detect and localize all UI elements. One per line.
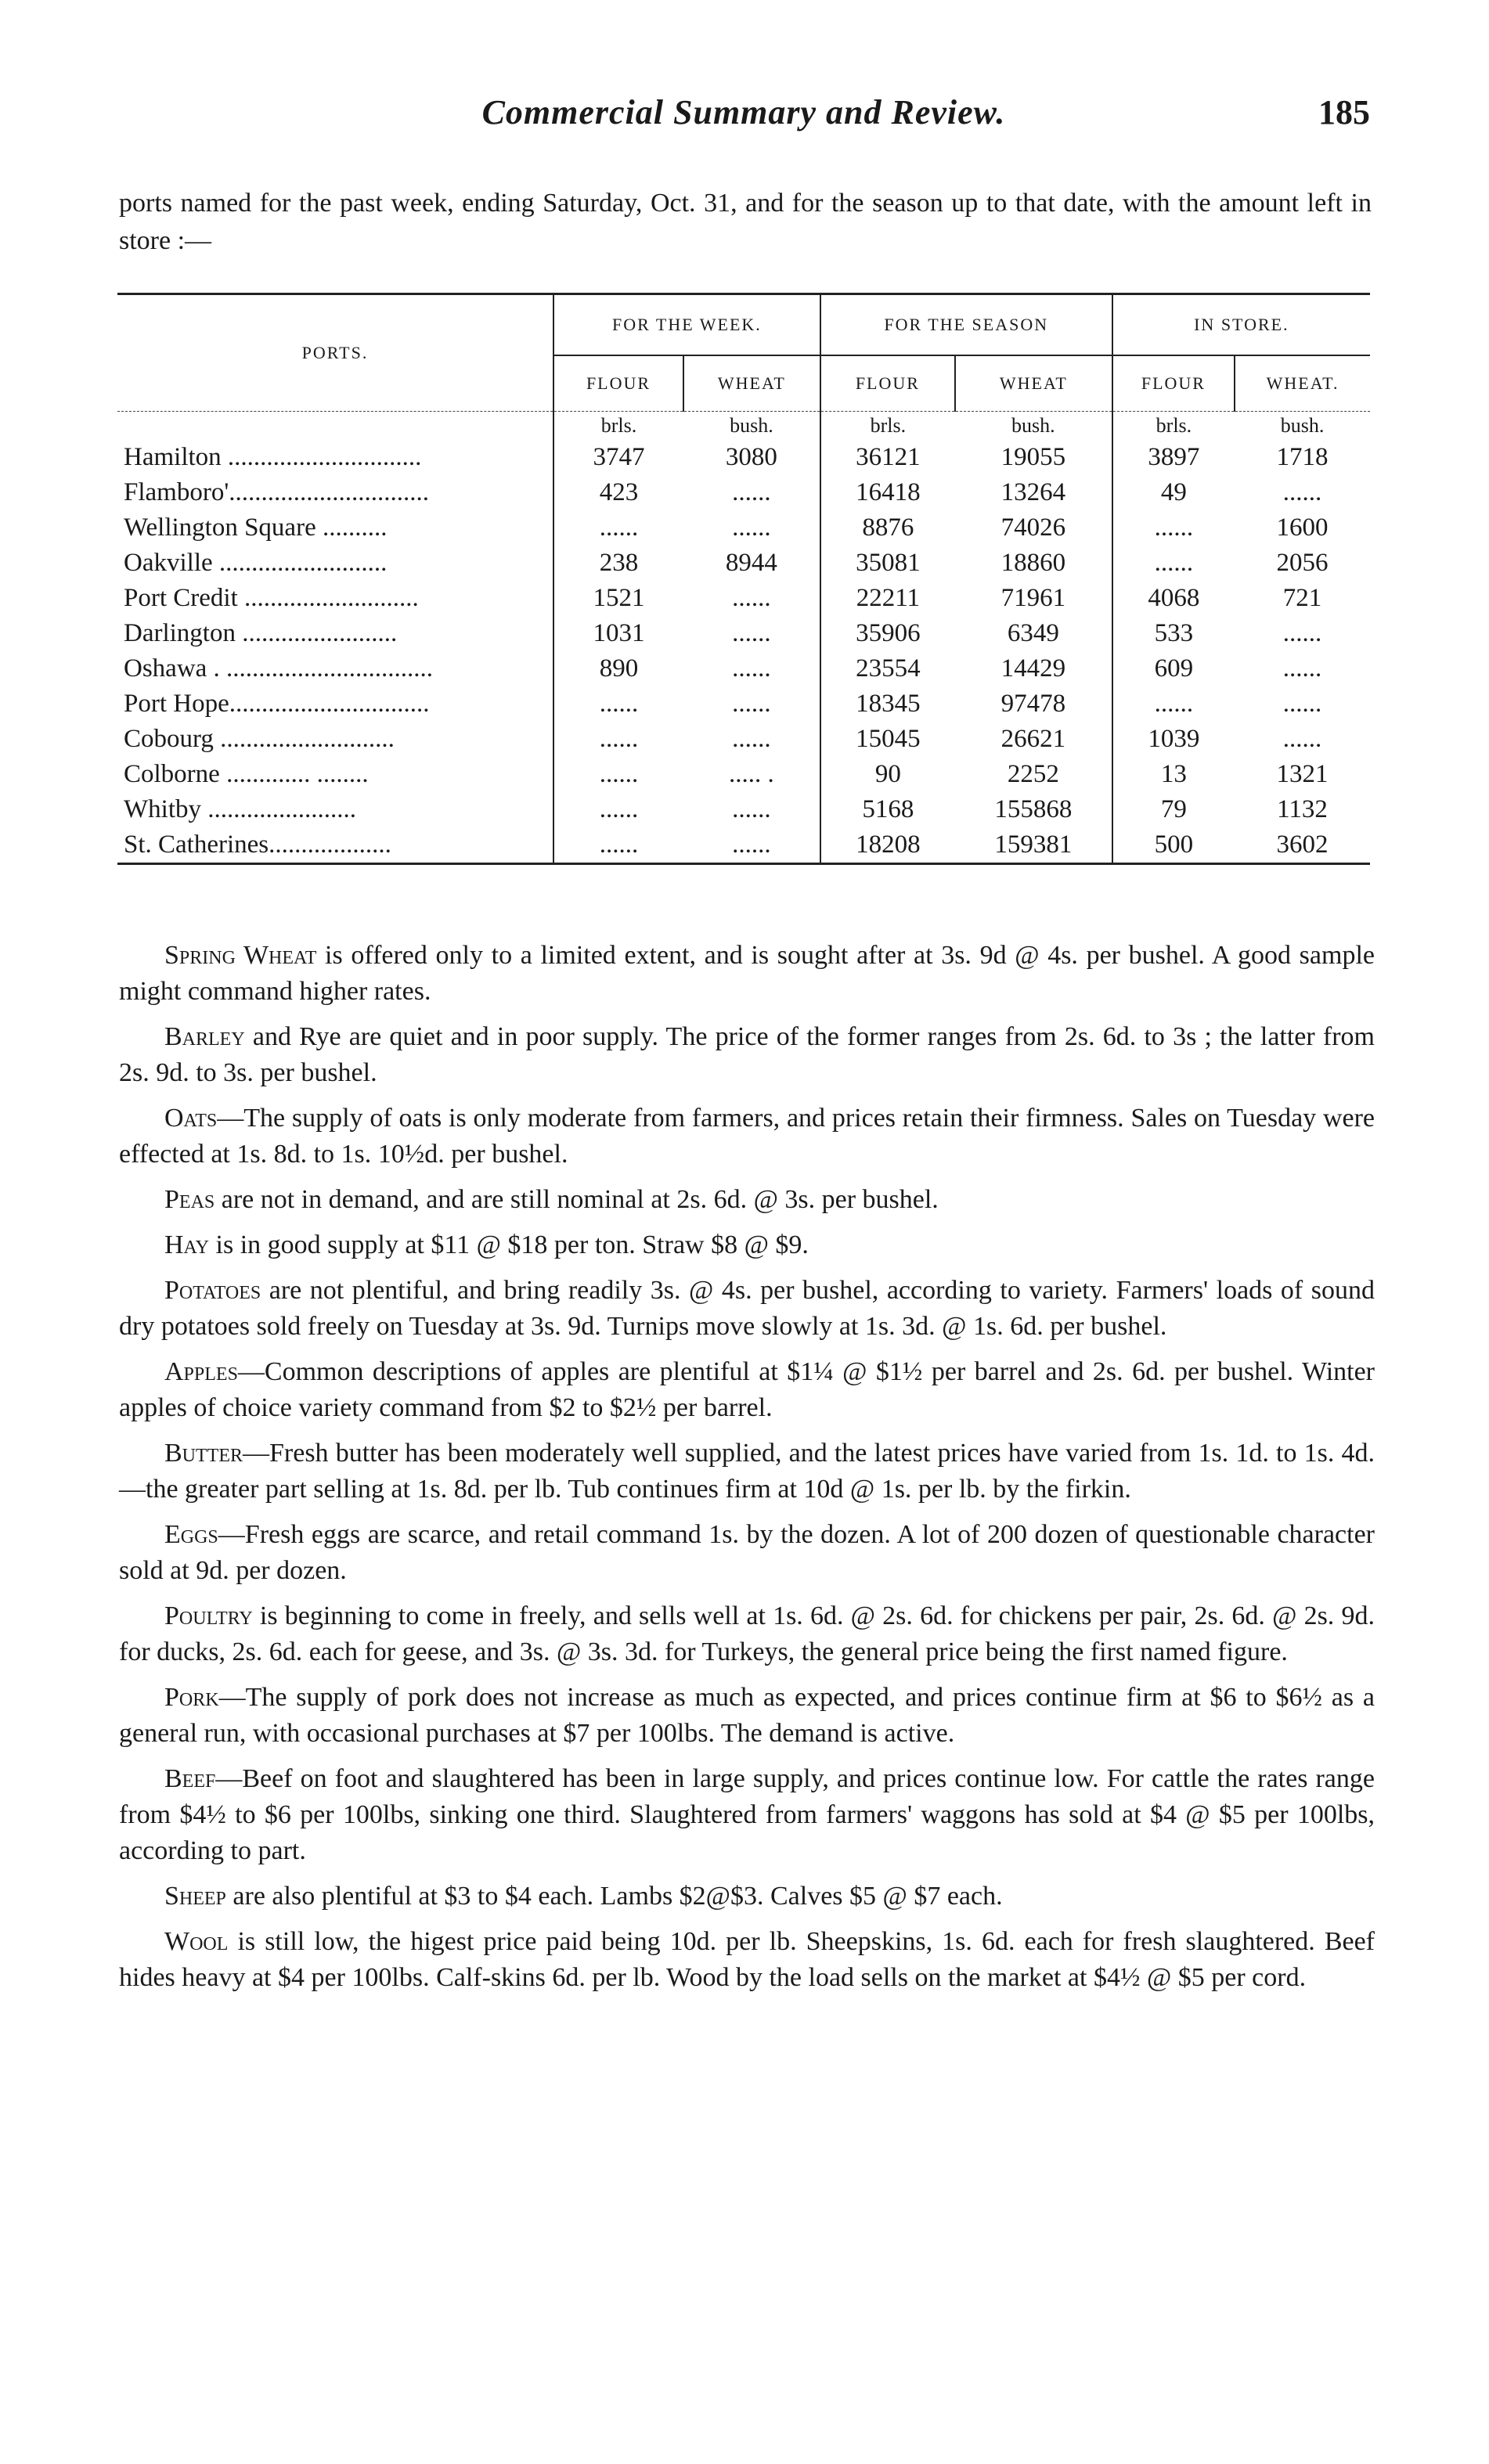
paragraph-lead: Butter <box>164 1439 243 1468</box>
table-cell: 3080 <box>725 443 777 471</box>
table-cell: 5168 <box>820 792 955 827</box>
paragraph-lead: Hay <box>164 1230 210 1259</box>
market-paragraph <box>119 938 1375 1010</box>
paragraph-lead: Sheep <box>164 1882 226 1911</box>
table-cell: 90 <box>820 757 955 792</box>
paragraph-text: —Common descriptions of apples are plentiful at $1¼ @ $1½ per barrel and 2s. 6d. per bushel. Winter apples of choice variety command from $2 to $2½ per barrel. <box>119 1357 1375 1422</box>
group-header-store: IN STORE. <box>1112 294 1370 356</box>
running-title: Commercial Summary and Review. <box>481 93 1006 131</box>
table-row <box>117 792 1370 827</box>
paragraph-text: are also plentiful at $3 to $4 each. Lambs $2@$3. Calves $5 @ $7 each. <box>225 1882 1003 1911</box>
table-cell: 500 <box>1112 827 1235 864</box>
table-cell: 74026 <box>1000 513 1066 542</box>
table-cell: 155868 <box>994 795 1073 823</box>
market-paragraph <box>119 1354 1375 1426</box>
table-cell: ...... <box>732 690 771 718</box>
port-name: Darlington ........................ <box>124 619 398 647</box>
paragraph-text: are not plentiful, and bring readily 3s. @ 4s. per bushel, according to variety. Farmers' loads of sound dry potatoes sold freely on Tuesday at 3s. 9d. Turnips move slowly at 1s. 3d. @ 1s. 6d. per bushel. <box>119 1276 1375 1341</box>
table-cell: 3897 <box>1112 440 1235 475</box>
market-paragraph <box>119 1227 1375 1263</box>
table-cell: 18860 <box>1000 549 1066 577</box>
table-cell: ...... <box>732 513 771 542</box>
table-cell: 1600 <box>1276 513 1329 542</box>
table-cell: 35906 <box>820 616 955 651</box>
table-cell: 18345 <box>820 686 955 722</box>
table-cell: 3602 <box>1235 827 1370 864</box>
table-cell: ...... <box>732 584 771 612</box>
table-cell: ...... <box>1282 725 1322 753</box>
paragraph-lead: Poultry <box>164 1601 253 1630</box>
table-cell: ...... <box>553 827 683 864</box>
table-cell: 6349 <box>1007 619 1059 647</box>
market-paragraph <box>119 1598 1375 1670</box>
table-cell: 3747 <box>553 440 683 475</box>
units-row <box>117 412 1370 441</box>
group-header-season: FOR THE SEASON <box>820 294 1112 356</box>
market-paragraph <box>119 1879 1375 1915</box>
paragraph-lead: Wool <box>164 1927 229 1956</box>
subheader-wheat: WHEAT <box>955 355 1112 412</box>
paragraph-lead: Pork <box>164 1683 219 1712</box>
table-cell: 26621 <box>1000 725 1066 753</box>
unit-label: brls. <box>1112 412 1235 441</box>
table-cell: 18208 <box>820 827 955 864</box>
paragraph-lead: Potatoes <box>164 1276 261 1305</box>
unit-label: brls. <box>820 412 955 441</box>
unit-label: bush. <box>730 414 773 437</box>
paragraph-lead: Peas <box>164 1185 215 1214</box>
port-name: Oakville .......................... <box>124 549 388 577</box>
market-paragraph <box>119 1101 1375 1173</box>
unit-label: bush. <box>1011 414 1055 437</box>
table-cell: 1521 <box>553 581 683 616</box>
table-row <box>117 510 1370 546</box>
paragraph-text: is still low, the higest price paid being 10d. per lb. Sheepskins, 1s. 6d. each for fresh slaughtered. Beef hides heavy at $4 per 100lbs. Calf-skins 6d. per lb. Wood by the load sells on the market at $4½ @ $5 per cord. <box>119 1927 1375 1992</box>
table-cell: 2056 <box>1276 549 1329 577</box>
table-cell: ...... <box>732 795 771 823</box>
subheader-flour: FLOUR <box>820 355 955 412</box>
table-row <box>117 440 1370 475</box>
table-row <box>117 722 1370 757</box>
market-paragraph <box>119 1761 1375 1869</box>
table-cell: ...... <box>553 757 683 792</box>
paragraph-text: —Fresh butter has been moderately well supplied, and the latest prices have varied from 1s. 1d. to 1s. 4d.—the greater part selling at 1s. 8d. per lb. Tub continues firm at 10d @ 1s. per lb. by the firkin. <box>119 1439 1375 1504</box>
table-cell: ...... <box>732 478 771 506</box>
table-row <box>117 616 1370 651</box>
table-cell: 19055 <box>1000 443 1066 471</box>
table-cell: ...... <box>732 725 771 753</box>
table-cell: 8876 <box>820 510 955 546</box>
ports-table <box>117 293 1370 865</box>
table-cell: ...... <box>1282 478 1322 506</box>
table-cell: ...... <box>732 654 771 683</box>
table-cell: 49 <box>1112 475 1235 510</box>
table-row <box>117 757 1370 792</box>
paragraph-text: —The supply of pork does not increase as much as expected, and prices continue firm at $6 to $6½ as a general run, with occasional purchases at $7 per 100lbs. The demand is active. <box>119 1683 1375 1748</box>
market-paragraph <box>119 1436 1375 1508</box>
table-cell: ...... <box>683 827 820 864</box>
group-header-week: FOR THE WEEK. <box>553 294 820 356</box>
table-cell: ...... <box>553 722 683 757</box>
table-cell: ..... . <box>729 760 774 788</box>
table-cell: 22211 <box>820 581 955 616</box>
table-cell: 533 <box>1112 616 1235 651</box>
table-cell: 890 <box>553 651 683 686</box>
port-name: Whitby ....................... <box>124 795 356 823</box>
paragraph-lead: Eggs <box>164 1520 218 1549</box>
paragraph-text: is offered only to a limited extent, and is sought after at 3s. 9d @ 4s. per bushel. A good sample might command higher rates. <box>119 941 1375 1006</box>
market-paragraph <box>119 1273 1375 1345</box>
unit-label: bush. <box>1280 414 1325 437</box>
table-cell: ...... <box>553 686 683 722</box>
table-cell: 35081 <box>820 546 955 581</box>
table-cell: 1039 <box>1112 722 1235 757</box>
subheader-wheat: WHEAT <box>683 355 820 412</box>
paragraph-text: are not in demand, and are still nominal at 2s. 6d. @ 3s. per bushel. <box>215 1185 939 1214</box>
table-cell: ...... <box>1282 690 1322 718</box>
table-cell: 1031 <box>553 616 683 651</box>
table-cell: 15045 <box>820 722 955 757</box>
table-cell: ...... <box>1282 654 1322 683</box>
table-cell: ...... <box>1112 546 1235 581</box>
table-cell: 4068 <box>1112 581 1235 616</box>
table-cell: 14429 <box>1000 654 1066 683</box>
table-cell: 1132 <box>1277 795 1328 823</box>
table-cell: 13 <box>1112 757 1235 792</box>
table-cell: 8944 <box>725 549 777 577</box>
table-row <box>117 827 1370 864</box>
market-paragraph <box>119 1680 1375 1752</box>
intro-paragraph: ports named for the past week, ending Saturday, Oct. 31, and for the season up to that date, with the amount left in store :— <box>119 189 1372 255</box>
table-cell: 238 <box>553 546 683 581</box>
subheader-flour: FLOUR <box>553 355 683 412</box>
port-name: Cobourg ........................... <box>124 725 395 753</box>
port-name: Oshawa . ................................ <box>124 654 434 683</box>
unit-label: brls. <box>553 412 683 441</box>
paragraph-text: —The supply of oats is only moderate from farmers, and prices retain their firmness. Sales on Tuesday were effected at 1s. 8d. to 1s. 10½d. per bushel. <box>119 1104 1375 1169</box>
table-cell: 159381 <box>955 827 1112 864</box>
paragraph-lead: Spring Wheat <box>164 941 317 970</box>
market-report <box>119 938 1375 2005</box>
table-cell: ...... <box>1112 510 1235 546</box>
port-name: St. Catherines................... <box>117 827 553 864</box>
table-row <box>117 686 1370 722</box>
market-paragraph <box>119 1019 1375 1091</box>
market-paragraph <box>119 1924 1375 1996</box>
table-cell: 71961 <box>1000 584 1066 612</box>
paragraph-lead: Oats <box>164 1104 218 1133</box>
table-cell: ...... <box>553 510 683 546</box>
port-name: Hamilton .............................. <box>124 443 422 471</box>
table-row <box>117 475 1370 510</box>
paragraph-text: —Fresh eggs are scarce, and retail command 1s. by the dozen. A lot of 200 dozen of questionable character sold at 9d. per dozen. <box>119 1520 1375 1585</box>
port-name: Wellington Square .......... <box>124 513 388 542</box>
page-header <box>117 92 1370 147</box>
table-cell: 721 <box>1282 584 1322 612</box>
table-row <box>117 651 1370 686</box>
paragraph-lead: Barley <box>164 1022 245 1051</box>
table-cell: 2252 <box>1007 760 1059 788</box>
table-cell: 16418 <box>820 475 955 510</box>
port-name: Port Hope............................... <box>124 690 430 718</box>
market-paragraph <box>119 1182 1375 1218</box>
subheader-flour: FLOUR <box>1112 355 1235 412</box>
paragraph-lead: Beef <box>164 1764 216 1793</box>
paragraph-text: is beginning to come in freely, and sells well at 1s. 6d. @ 2s. 6d. for chickens per pair, 2s. 6d. @ 2s. 9d. for ducks, 2s. 6d. each for geese, and 3s. @ 3s. 3d. for Turkeys, the general price being the first named figure. <box>119 1601 1375 1666</box>
table-cell: 1718 <box>1276 443 1329 471</box>
paragraph-lead: Apples <box>164 1357 238 1386</box>
table-cell: ...... <box>553 792 683 827</box>
table-cell: ...... <box>1112 686 1235 722</box>
paragraph-text: is in good supply at $11 @ $18 per ton. Straw $8 @ $9. <box>209 1230 809 1259</box>
table-cell: 79 <box>1112 792 1235 827</box>
port-name: Colborne ............. ........ <box>124 760 369 788</box>
table-row <box>117 581 1370 616</box>
table-cell: 36121 <box>820 440 955 475</box>
table-cell: 1321 <box>1276 760 1329 788</box>
table-cell: 13264 <box>1000 478 1066 506</box>
table-cell: ...... <box>732 619 771 647</box>
ports-header: PORTS. <box>301 343 369 362</box>
table-cell: 423 <box>553 475 683 510</box>
page-number: 185 <box>1318 93 1370 131</box>
table-cell: 97478 <box>1000 690 1066 718</box>
paragraph-text: and Rye are quiet and in poor supply. The price of the former ranges from 2s. 6d. to 3s ; the latter from 2s. 9d. to 3s. per bushel. <box>119 1022 1375 1087</box>
table-body <box>117 412 1370 864</box>
table-row <box>117 546 1370 581</box>
table-cell: 609 <box>1112 651 1235 686</box>
port-name: Port Credit ........................... <box>124 584 419 612</box>
table-cell: ...... <box>1282 619 1322 647</box>
paragraph-text: —Beef on foot and slaughtered has been in large supply, and prices continue low. For cattle the rates range from $4½ to $6 per 100lbs, sinking one third. Slaughtered from farmers' waggons has sold at $4 @ $5 per 100lbs, according to part. <box>119 1764 1375 1865</box>
port-name: Flamboro'............................... <box>124 478 430 506</box>
subheader-wheat: WHEAT. <box>1235 355 1370 412</box>
table-cell: 23554 <box>820 651 955 686</box>
market-paragraph <box>119 1517 1375 1589</box>
